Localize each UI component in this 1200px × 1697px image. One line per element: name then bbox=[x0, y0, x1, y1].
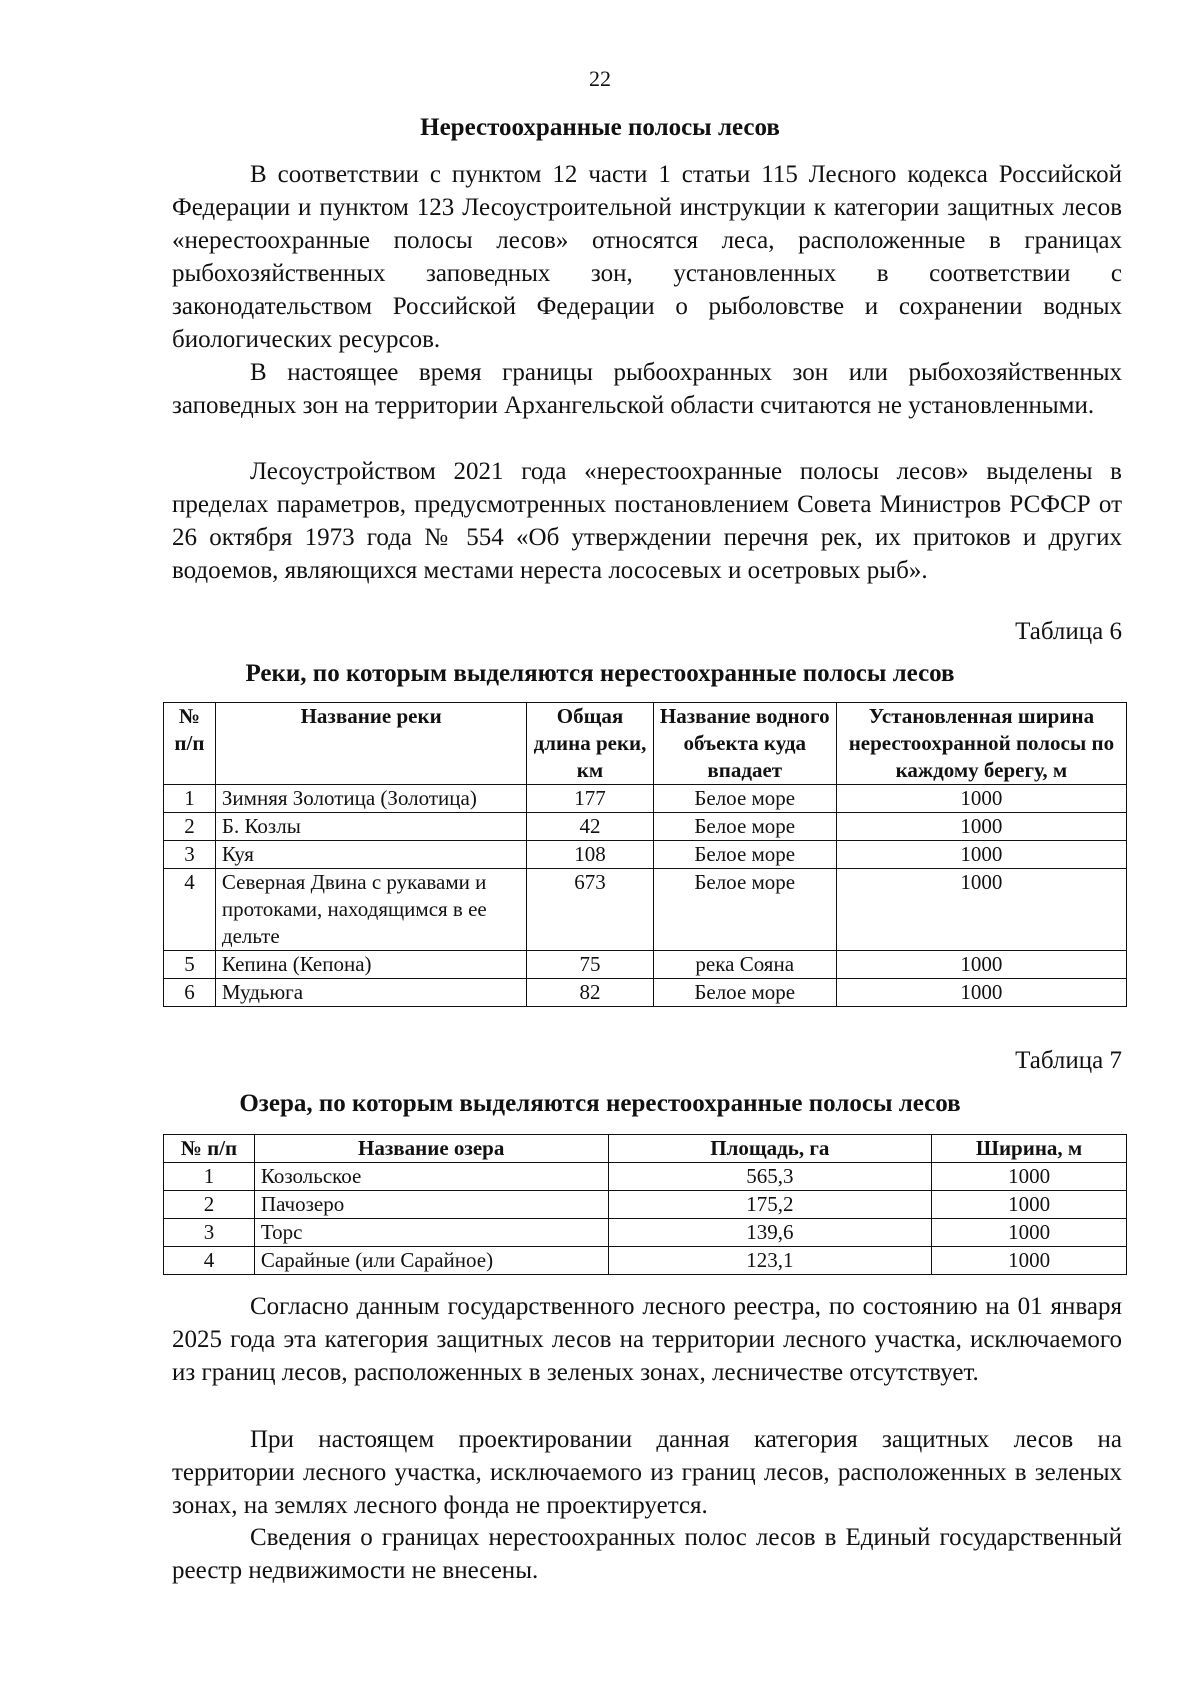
cell-length: 673 bbox=[527, 869, 653, 951]
col-header-width: Ширина, м bbox=[932, 1135, 1127, 1163]
cell-outflow: Белое море bbox=[653, 979, 836, 1007]
cell-name: Северная Двина с рукавами и протоками, находящимся в ее дельте bbox=[215, 869, 526, 951]
cell-area: 565,3 bbox=[608, 1163, 932, 1191]
cell-width: 1000 bbox=[836, 979, 1126, 1007]
cell-outflow: Белое море bbox=[653, 785, 836, 813]
cell-num: 3 bbox=[164, 841, 216, 869]
cell-num: 4 bbox=[164, 869, 216, 951]
cell-num: 5 bbox=[164, 951, 216, 979]
cell-length: 75 bbox=[527, 951, 653, 979]
cell-width: 1000 bbox=[932, 1219, 1127, 1247]
cell-width: 1000 bbox=[836, 951, 1126, 979]
cell-length: 177 bbox=[527, 785, 653, 813]
cell-num: 1 bbox=[164, 1163, 255, 1191]
cell-num: 4 bbox=[164, 1247, 255, 1275]
table-row bbox=[164, 979, 1127, 1007]
cell-width: 1000 bbox=[836, 813, 1126, 841]
col-header-width: Установленная ширина нерестоохранной полосы по каждому берегу, м bbox=[836, 703, 1126, 785]
cell-width: 1000 bbox=[932, 1191, 1127, 1219]
cell-name: Козольское bbox=[254, 1163, 608, 1191]
table-header-row bbox=[164, 703, 1127, 785]
cell-area: 175,2 bbox=[608, 1191, 932, 1219]
cell-width: 1000 bbox=[836, 785, 1126, 813]
col-header-num: № п/п bbox=[164, 703, 216, 785]
cell-num: 6 bbox=[164, 979, 216, 1007]
section-title: Нерестоохранные полосы лесов bbox=[420, 114, 780, 141]
cell-width: 1000 bbox=[836, 841, 1126, 869]
cell-name: Куя bbox=[215, 841, 526, 869]
paragraph-6: Сведения о границах нерестоохранных полос лесов в Единый государственный реестр недвижимости не внесены. bbox=[172, 1524, 1122, 1584]
cell-length: 108 bbox=[527, 841, 653, 869]
rivers-table bbox=[163, 702, 1127, 1007]
cell-width: 1000 bbox=[836, 869, 1126, 951]
table-row bbox=[164, 841, 1127, 869]
paragraph-3: Лесоустройством 2021 года «нерестоохранные полосы лесов» выделены в пределах параметров, предусмотренных постановлением Совета Министров РСФСР от 26 октября 1973 года № 554 «Об утверждении перечня рек, их притоков и других водоемов, являющихся местами нереста лососевых и осетровых рыб». bbox=[172, 458, 1122, 584]
cell-num: 1 bbox=[164, 785, 216, 813]
table-row bbox=[164, 1219, 1127, 1247]
cell-width: 1000 bbox=[932, 1247, 1127, 1275]
paragraph-4: Согласно данным государственного лесного реестра, по состоянию на 01 января 2025 года эта категория защитных лесов на территории лесного участка, исключаемого из границ лесов, расположенных в зеленых зонах, лесничестве отсутствует. bbox=[172, 1293, 1122, 1386]
cell-name: Мудьюга bbox=[215, 979, 526, 1007]
col-header-area: Площадь, га bbox=[608, 1135, 932, 1163]
table-row bbox=[164, 951, 1127, 979]
cell-name: Зимняя Золотица (Золотица) bbox=[215, 785, 526, 813]
cell-name: Кепина (Кепона) bbox=[215, 951, 526, 979]
col-header-length: Общая длина реки, км bbox=[527, 703, 653, 785]
cell-num: 3 bbox=[164, 1219, 255, 1247]
cell-outflow: Белое море bbox=[653, 841, 836, 869]
table-row bbox=[164, 785, 1127, 813]
cell-name: Торс bbox=[254, 1219, 608, 1247]
cell-length: 42 bbox=[527, 813, 653, 841]
table-row bbox=[164, 813, 1127, 841]
table-row bbox=[164, 1163, 1127, 1191]
table7-caption: Таблица 7 bbox=[1015, 1047, 1122, 1074]
paragraph-2: В настоящее время границы рыбоохранных зон или рыбохозяйственных заповедных зон на территории Архангельской области считаются не установленными. bbox=[172, 359, 1122, 419]
table-row bbox=[164, 1191, 1127, 1219]
col-header-river-name: Название реки bbox=[215, 703, 526, 785]
cell-area: 139,6 bbox=[608, 1219, 932, 1247]
table-row bbox=[164, 1247, 1127, 1275]
cell-outflow: Белое море bbox=[653, 869, 836, 951]
cell-name: Пачозеро bbox=[254, 1191, 608, 1219]
col-header-lake-name: Название озера bbox=[254, 1135, 608, 1163]
cell-num: 2 bbox=[164, 813, 216, 841]
table7-title: Озера, по которым выделяются нерестоохранные полосы лесов bbox=[239, 1090, 961, 1117]
table6-title: Реки, по которым выделяются нерестоохранные полосы лесов bbox=[245, 660, 955, 687]
col-header-outflow: Название водного объекта куда впадает bbox=[653, 703, 836, 785]
paragraph-5: При настоящем проектировании данная категория защитных лесов на территории лесного участка, исключаемого из границ лесов, расположенных в зеленых зонах, на землях лесного фонда не проектируется. bbox=[172, 1426, 1122, 1519]
cell-num: 2 bbox=[164, 1191, 255, 1219]
table-row bbox=[164, 869, 1127, 951]
table6-caption: Таблица 6 bbox=[1015, 618, 1122, 645]
cell-name: Б. Козлы bbox=[215, 813, 526, 841]
cell-width: 1000 bbox=[932, 1163, 1127, 1191]
paragraph-1: В соответствии с пунктом 12 части 1 статьи 115 Лесного кодекса Российской Федерации и пунктом 123 Лесоустроительной инструкции к категории защитных лесов «нерестоохранные полосы лесов» относятся леса, расположенные в границах рыбохозяйственных заповедных зон, установленных в соответствии с законодательством Российской Федерации о рыболовстве и сохранении водных биологических ресурсов. bbox=[172, 161, 1122, 353]
cell-area: 123,1 bbox=[608, 1247, 932, 1275]
cell-outflow: Белое море bbox=[653, 813, 836, 841]
cell-name: Сарайные (или Сарайное) bbox=[254, 1247, 608, 1275]
table-header-row bbox=[164, 1135, 1127, 1163]
lakes-table bbox=[163, 1134, 1127, 1275]
cell-length: 82 bbox=[527, 979, 653, 1007]
col-header-num: № п/п bbox=[164, 1135, 255, 1163]
page-number: 22 bbox=[589, 66, 611, 91]
cell-outflow: река Сояна bbox=[653, 951, 836, 979]
